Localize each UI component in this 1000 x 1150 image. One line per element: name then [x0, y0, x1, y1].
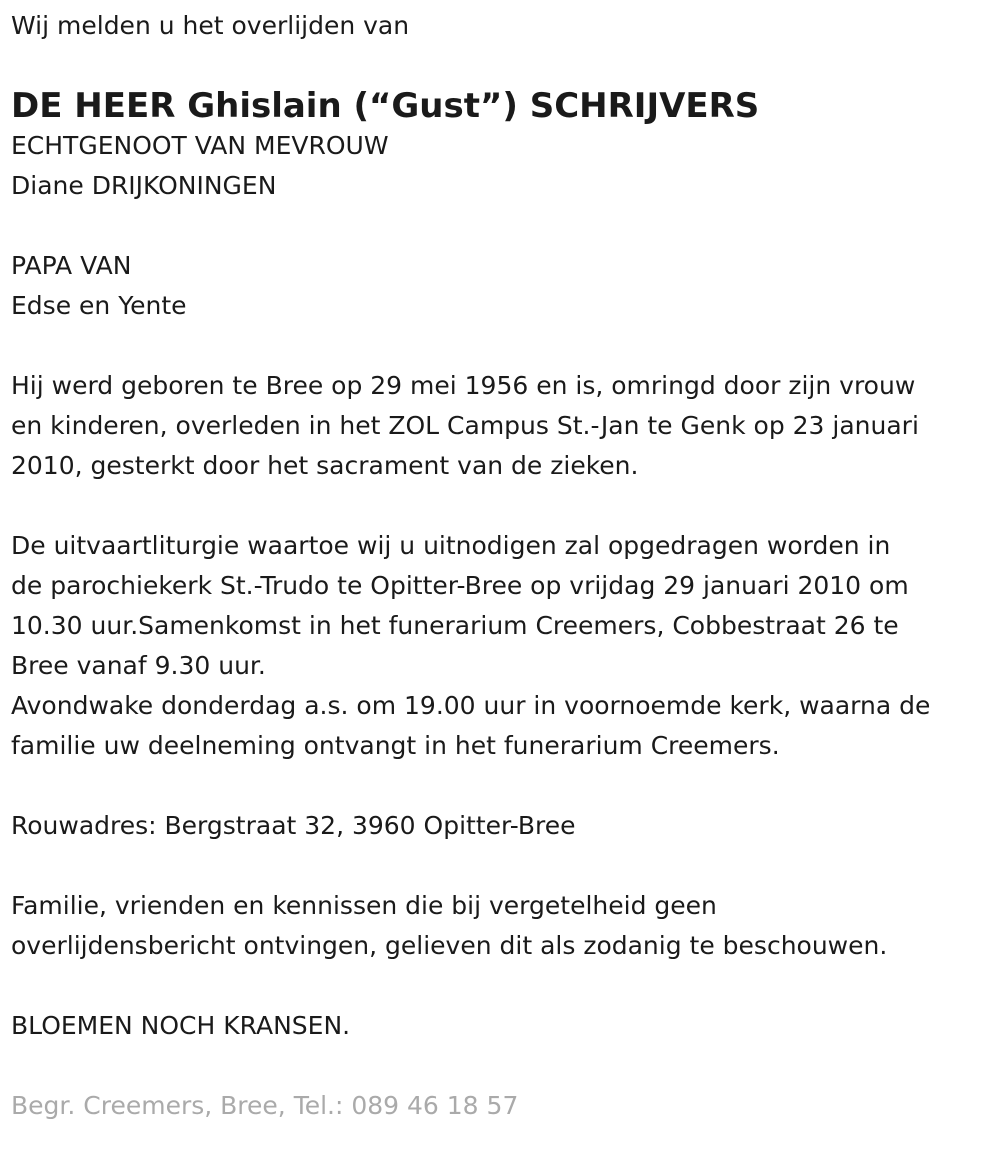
paragraph-line: De uitvaartliturgie waartoe wij u uitnodigen zal opgedragen worden in [11, 531, 891, 560]
undertaker-footer: Begr. Creemers, Bree, Tel.: 089 46 18 57 [11, 1091, 519, 1120]
paragraph-line: de parochiekerk St.-Trudo te Opitter-Bree op vrijdag 29 januari 2010 om [11, 571, 909, 600]
notice-paragraph [11, 886, 991, 966]
paragraph-line: familie uw deelneming ontvangt in het funerarium Creemers. [11, 731, 780, 760]
paragraph-line: Familie, vrienden en kennissen die bij vergetelheid geen [11, 891, 717, 920]
paragraph-line: 10.30 uur.Samenkomst in het funerarium Creemers, Cobbestraat 26 te [11, 611, 899, 640]
paragraph-line: overlijdensbericht ontvingen, gelieven dit als zodanig te beschouwen. [11, 931, 888, 960]
funeral-paragraph [11, 526, 991, 766]
paragraph-line: Hij werd geboren te Bree op 29 mei 1956 en is, omringd door zijn vrouw [11, 371, 916, 400]
spouse-name: Diane DRIJKONINGEN [11, 171, 277, 200]
children-names: Edse en Yente [11, 291, 187, 320]
children-label: PAPA VAN [11, 251, 132, 280]
spouse-label: ECHTGENOOT VAN MEVROUW [11, 131, 389, 160]
paragraph-line: 2010, gesterkt door het sacrament van de zieken. [11, 451, 639, 480]
paragraph-line: Bree vanaf 9.30 uur. [11, 651, 266, 680]
paragraph-line: Avondwake donderdag a.s. om 19.00 uur in voornoemde kerk, waarna de [11, 691, 931, 720]
deceased-name: DE HEER Ghislain (“Gust”) SCHRIJVERS [11, 86, 760, 126]
intro-text: Wij melden u het overlijden van [11, 11, 410, 40]
birth-death-paragraph [11, 366, 991, 486]
death-notice [11, 6, 991, 1126]
mourning-address: Rouwadres: Bergstraat 32, 3960 Opitter-Bree [11, 811, 576, 840]
flowers-note: BLOEMEN NOCH KRANSEN. [11, 1011, 351, 1040]
paragraph-line: en kinderen, overleden in het ZOL Campus St.-Jan te Genk op 23 januari [11, 411, 919, 440]
